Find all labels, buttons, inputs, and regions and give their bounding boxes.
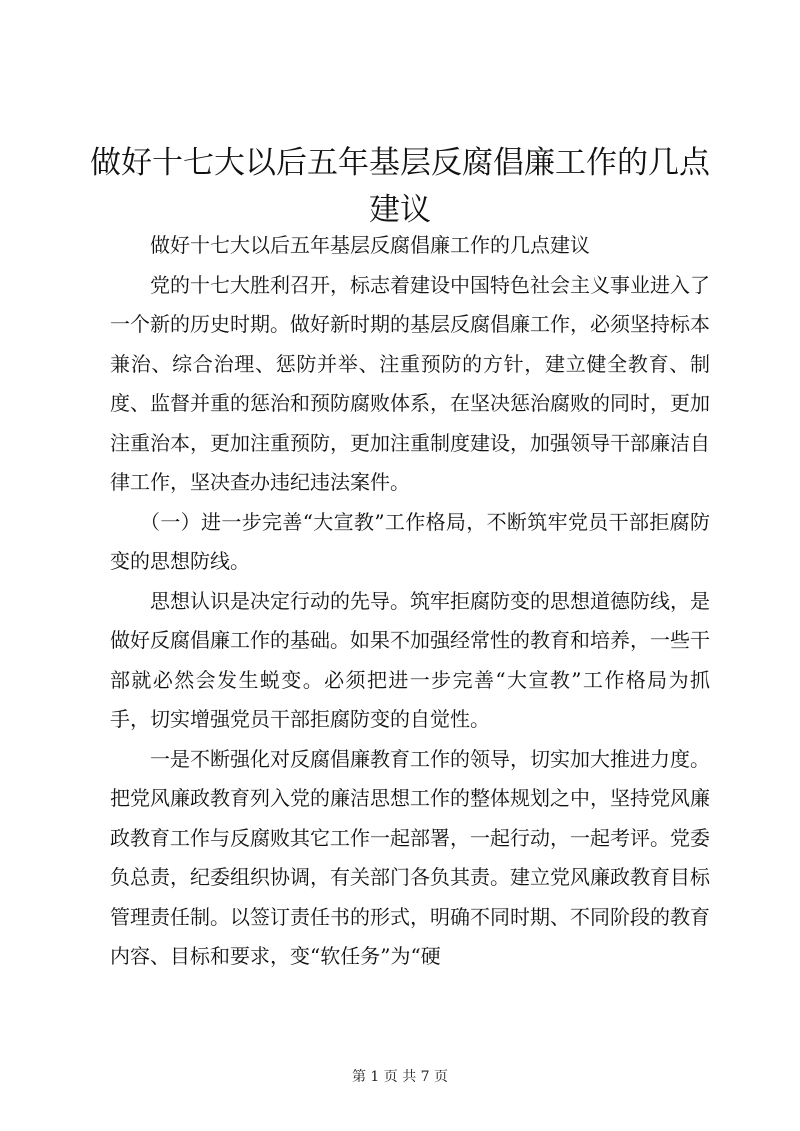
- document-body: [110, 226, 710, 977]
- paragraph-point-one: 一是不断强化对反腐倡廉教育工作的领导，切实加大推进力度。把党风廉政教育列入党的廉洁思想工作的整体规划之中，坚持党风廉政教育工作与反腐败其它工作一起部署，一起行动，一起考评。党委负总责，纪委组织协调，有关部门各负其责。建立党风廉政教育目标管理责任制。以签订责任书的形式，明确不同时期、不同阶段的教育内容、目标和要求，变“软任务”为“硬: [110, 746, 710, 968]
- section-heading-1: （一）进一步完善“大宣教”工作格局，不断筑牢党员干部拒腐防变的思想防线。: [110, 509, 710, 573]
- document-title: 做好十七大以后五年基层反腐倡廉工作的几点建议: [90, 145, 710, 228]
- document-subtitle: 做好十七大以后五年基层反腐倡廉工作的几点建议: [150, 233, 590, 257]
- paragraph-thought: 思想认识是决定行动的先导。筑牢拒腐防变的思想道德防线，是做好反腐倡廉工作的基础。如果不加强经常性的教育和培养，一些干部就必然会发生蜕变。必须把进一步完善“大宣教”工作格局为抓手，切实增强党员干部拒腐防变的自觉性。: [110, 588, 710, 731]
- paragraph-intro: 党的十七大胜利召开，标志着建设中国特色社会主义事业进入了一个新的历史时期。做好新时期的基层反腐倡廉工作，必须坚持标本兼治、综合治理、惩防并举、注重预防的方针，建立健全教育、制度、监督并重的惩治和预防腐败体系，在坚决惩治腐败的同时，更加注重治本，更加注重预防，更加注重制度建设，加强领导干部廉洁自律工作，坚决查办违纪违法案件。: [110, 272, 710, 494]
- page-number-footer: 第 1 页 共 7 页: [351, 1069, 449, 1085]
